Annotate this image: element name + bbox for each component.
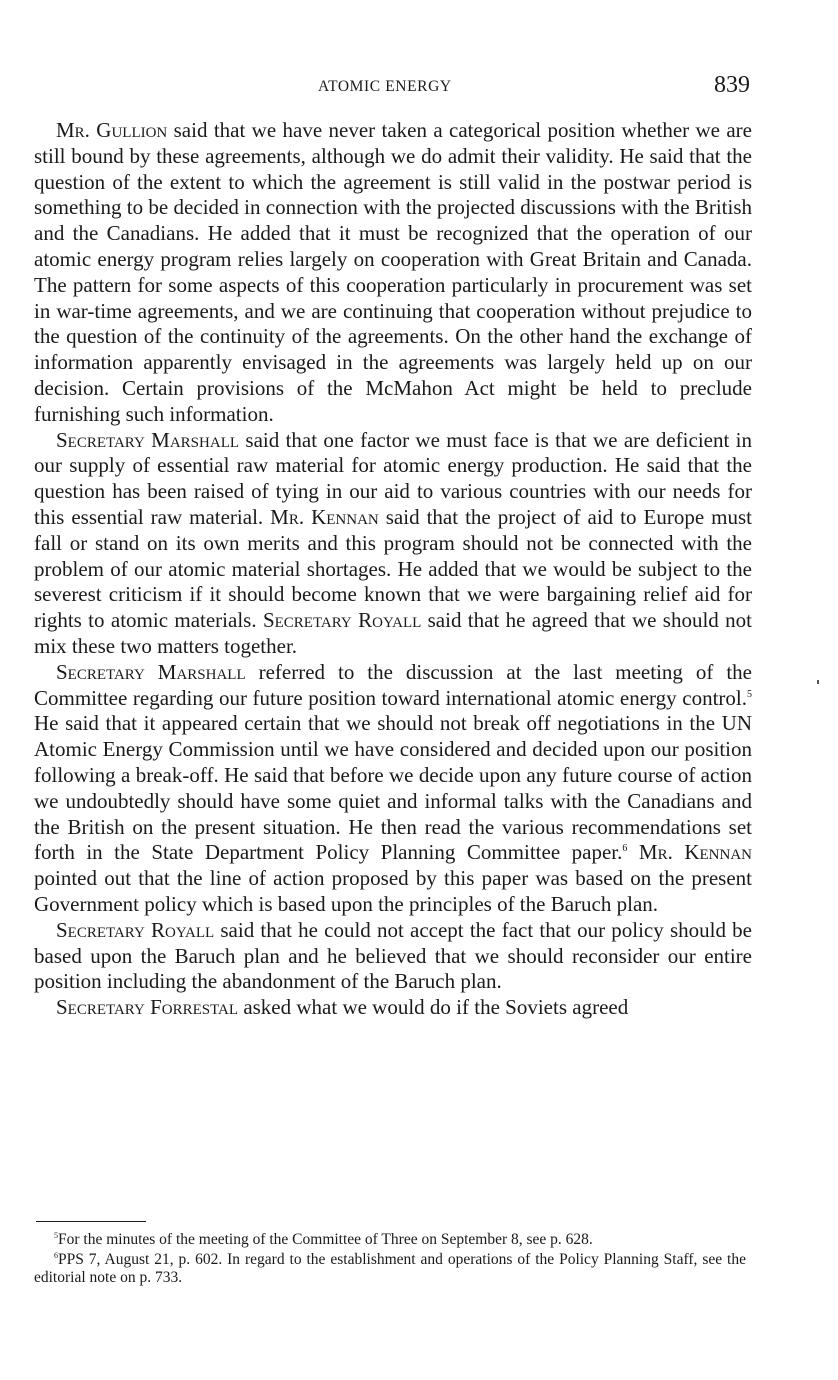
footnote-reference[interactable]: 5: [747, 688, 752, 700]
paragraph-text: said that he could not accept the fact that our policy should be based upon the Baruch plan and he believed that we should reconsider our entire position including the abandonment of the Baruch plan.: [34, 917, 752, 994]
speaker-name: Secretary Royall: [56, 917, 215, 942]
paragraph-text: pointed out that the line of action proposed by this paper was based on the present Government policy which is based upon the principles of the Baruch plan.: [34, 866, 752, 916]
main-text: [34, 118, 752, 1021]
running-header: [0, 72, 838, 102]
paragraph: [34, 428, 752, 660]
speaker-name: Secretary Royall: [262, 608, 422, 633]
speaker-name: Mr. Kennan: [638, 840, 753, 865]
page-number: 839: [714, 72, 750, 98]
footnote-divider: [36, 1221, 146, 1222]
speaker-name: Secretary Marshall: [56, 427, 240, 452]
footnote-text: For the minutes of the meeting of the Committee of Three on September 8, see p. 628.: [58, 1231, 593, 1248]
footnote: [34, 1231, 746, 1249]
paragraph: [34, 995, 752, 1021]
paragraph-text: asked what we would do if the Soviets agreed: [238, 995, 629, 1020]
paragraph-text: [627, 840, 639, 864]
running-title: ATOMIC ENERGY: [318, 78, 452, 95]
paragraph-text: said that the project of aid to Europe must fall or stand on its own merits and this program should not be connected with the problem of our atomic material shortages. He added that we would be subject to the severest criticism if it should become known that we were bargaining relief aid for rights to atomic materials.: [34, 504, 752, 633]
paragraph: [34, 118, 752, 428]
paragraph-text: He said that it appeared certain that we should not break off negotiations in the UN Atomic Energy Commission until we have considered and decided upon our position following a break-off. He said that before we decide upon any future course of action we undoubtedly should have some quiet and informal talks with the Canadians and the British on the present situation. He then read the various recommendations set forth in the State Department Policy Planning Committee paper.: [34, 711, 752, 865]
footnote: [34, 1251, 746, 1287]
paragraph: [34, 918, 752, 995]
footnotes: [34, 1231, 746, 1289]
footnote-reference[interactable]: 6: [622, 843, 628, 855]
speaker-name: Secretary Marshall: [56, 659, 246, 684]
paragraph-text: said that we have never taken a categorical position whether we are still bound by these agreements, although we do admit their validity. He said that the question of the extent to which the agreement is still valid in the postwar period is something to be decided in connection with the projected discussions with the British and the Canadians. He added that it must be recognized that the operation of our atomic energy program relies largely on cooperation with Great Britain and Canada. The pattern for some aspects of this cooperation particularly in procurement was set in war-time agreements, and we are continuing that cooperation without prejudice to the question of the continuity of the agreements. On the other hand the exchange of information apparently envisaged in the agreements was largely held up on our decision. Certain provisions of the McMahon Act might be held to preclude furnishing such information.: [34, 118, 752, 426]
paragraph: [34, 660, 752, 918]
paragraph-text: said that one factor we must face is that we are deficient in our supply of essential raw material for atomic energy production. He said that the question has been raised of tying in our aid to various countries with our needs for this essential raw material.: [34, 427, 752, 529]
footnote-text: PPS 7, August 21, p. 602. In regard to the establishment and operations of the Policy Planning Staff, see the editorial note on p. 733.: [34, 1251, 746, 1286]
speaker-name: Mr. Gullion: [56, 118, 168, 142]
footnote-marker: 6: [54, 1251, 58, 1260]
paragraph-text: said that he agreed that we should not mix these two matters together.: [34, 608, 752, 658]
speaker-name: Secretary Forrestal: [56, 995, 239, 1020]
speaker-name: Mr. Kennan: [270, 504, 379, 529]
scan-speck: [817, 680, 819, 684]
paragraph-text: referred to the discussion at the last meeting of the Committee regarding our future position toward international atomic energy control.: [34, 659, 752, 710]
footnote-marker: 5: [54, 1231, 58, 1240]
